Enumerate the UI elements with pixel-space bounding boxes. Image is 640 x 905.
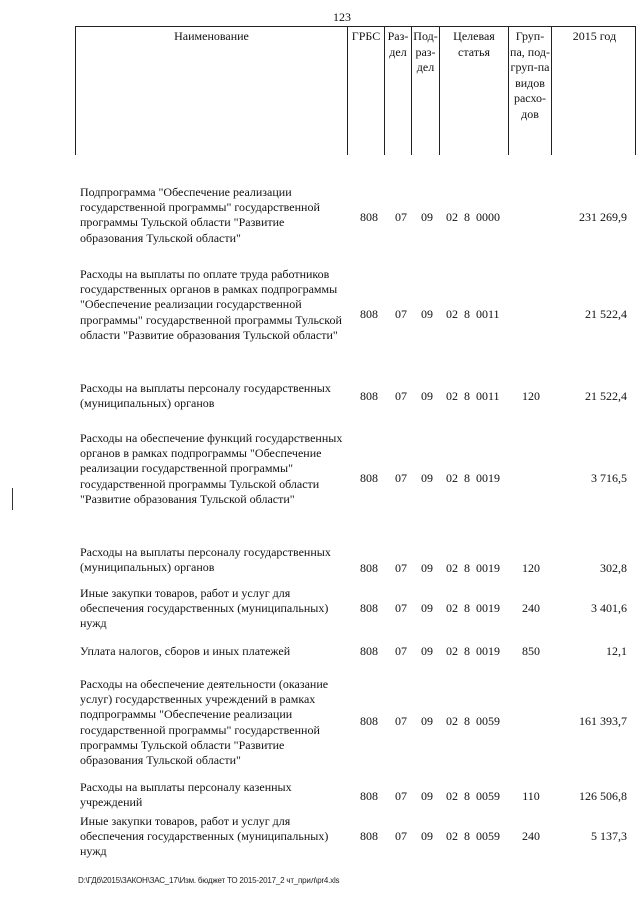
row-podrazdel: 09 (421, 789, 433, 803)
row-razdel: 07 (395, 789, 407, 803)
header-gruppa-text: Груп-па, под-груп-па видов расхо-дов (510, 29, 550, 121)
header-year: 2015 год (572, 29, 617, 43)
header-celevaya (440, 27, 509, 155)
row-podrazdel: 09 (421, 307, 433, 321)
row-podrazdel: 09 (421, 644, 433, 658)
row-grbs: 808 (360, 644, 378, 658)
row-gruppa: 120 (522, 389, 540, 403)
row-celevaya: 02 8 0059 (446, 789, 500, 803)
row-name: Расходы на обеспечение функций государственных органов в рамках подпрограммы "Обеспечение реализации государственной программы" государственной программы Тульской области "Развитие образования Тульской области" (80, 431, 343, 506)
row-grbs: 808 (360, 471, 378, 485)
row-name: Иные закупки товаров, работ и услуг для обеспечения государственных (муниципальных) нужд (80, 814, 329, 859)
row-sum: 161 393,7 (579, 714, 627, 728)
row-celevaya: 02 8 0059 (446, 829, 500, 843)
header-razdel (385, 27, 412, 155)
row-grbs: 808 (360, 714, 378, 728)
row-grbs: 808 (360, 389, 378, 403)
row-name: Расходы на выплаты персоналу государственных (муниципальных) органов (80, 545, 331, 575)
header-podrazdel (412, 27, 440, 155)
row-celevaya: 02 8 0019 (446, 471, 500, 485)
row-razdel: 07 (395, 210, 407, 224)
row-celevaya: 02 8 0011 (446, 307, 500, 321)
header-celevaya-text: Целевая статья (453, 29, 495, 59)
row-name: Иные закупки товаров, работ и услуг для обеспечения государственных (муниципальных) нужд (80, 586, 329, 631)
row-sum: 5 137,3 (591, 829, 627, 843)
row-gruppa: 120 (522, 561, 540, 575)
row-razdel: 07 (395, 307, 407, 321)
row-podrazdel: 09 (421, 829, 433, 843)
row-name: Расходы на выплаты персоналу государственных (муниципальных) органов (80, 381, 331, 411)
row-grbs: 808 (360, 210, 378, 224)
row-podrazdel: 09 (421, 471, 433, 485)
row-podrazdel: 09 (421, 210, 433, 224)
row-podrazdel: 09 (421, 389, 433, 403)
row-razdel: 07 (395, 714, 407, 728)
row-sum: 3 401,6 (591, 601, 627, 615)
row-sum: 21 522,4 (585, 389, 627, 403)
row-name: Уплата налогов, сборов и иных платежей (80, 644, 291, 658)
header-podrazdel-text: Под-раз-дел (413, 29, 438, 74)
row-razdel: 07 (395, 471, 407, 485)
header-gruppa (509, 27, 552, 155)
row-celevaya: 02 8 0000 (446, 210, 500, 224)
row-grbs: 808 (360, 829, 378, 843)
row-celevaya: 02 8 0059 (446, 714, 500, 728)
row-sum: 21 522,4 (585, 307, 627, 321)
row-podrazdel: 09 (421, 601, 433, 615)
row-name: Расходы на выплаты по оплате труда работников государственных органов в рамках подпрограммы "Обеспечение реализации государственной программы" государственной программы Тульской области "Развитие образования Тульской области" (80, 267, 342, 342)
row-razdel: 07 (395, 601, 407, 615)
row-sum: 126 506,8 (579, 789, 627, 803)
row-celevaya: 02 8 0019 (446, 644, 500, 658)
row-grbs: 808 (360, 601, 378, 615)
row-podrazdel: 09 (421, 561, 433, 575)
row-razdel: 07 (395, 644, 407, 658)
row-celevaya: 02 8 0019 (446, 601, 500, 615)
row-gruppa: 110 (522, 789, 540, 803)
margin-mark (12, 488, 13, 510)
row-razdel: 07 (395, 829, 407, 843)
header-name: Наименование (76, 27, 348, 155)
file-path-footer: D:\ГДб\2015\ЗАКОН\ЗАС_17\Изм. бюджет ТО 2015-2017_2 чт_прил\pr4.xls (78, 876, 340, 885)
table-header (75, 26, 636, 155)
row-gruppa: 240 (522, 829, 540, 843)
row-grbs: 808 (360, 789, 378, 803)
header-grbs: ГРБС (348, 27, 385, 155)
row-grbs: 808 (360, 561, 378, 575)
row-name: Расходы на обеспечение деятельности (оказание услуг) государственных учреждений в рамках подпрограммы "Обеспечение реализации государственной программы" государственной программы Тульской области "Развитие образования Тульской области" (80, 677, 329, 768)
row-gruppa: 240 (522, 601, 540, 615)
row-sum: 231 269,9 (579, 210, 627, 224)
row-sum: 3 716,5 (591, 471, 627, 485)
row-razdel: 07 (395, 389, 407, 403)
row-podrazdel: 09 (421, 714, 433, 728)
row-sum: 302,8 (600, 561, 627, 575)
row-name: Подпрограмма "Обеспечение реализации государственной программы" государственной программы Тульской области "Развитие образования Тульской области" (80, 185, 320, 245)
row-gruppa: 850 (522, 644, 540, 658)
row-grbs: 808 (360, 307, 378, 321)
row-sum: 12,1 (606, 644, 627, 658)
row-razdel: 07 (395, 561, 407, 575)
row-name: Расходы на выплаты персоналу казенных учреждений (80, 780, 292, 810)
row-celevaya: 02 8 0019 (446, 561, 500, 575)
header-razdel-text: Раз-дел (387, 29, 409, 59)
page-number: 123 (333, 10, 351, 24)
row-celevaya: 02 8 0011 (446, 389, 500, 403)
